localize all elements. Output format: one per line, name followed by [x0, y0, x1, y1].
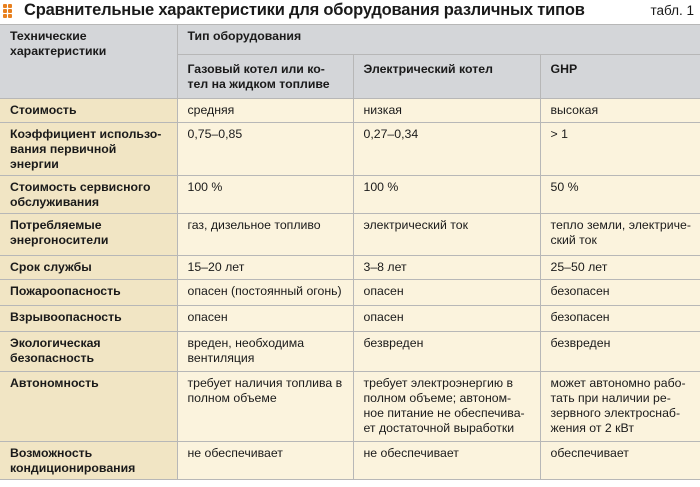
cell-electric: не обеспечивает: [353, 442, 540, 480]
cell-gas: опасен: [177, 306, 353, 332]
header-electric-boiler: Электрический котел: [353, 55, 540, 99]
bullet-dots-icon: [3, 4, 17, 18]
cell-ghp: 50 %: [540, 176, 700, 214]
row-label: Стоимость сервисного обслуживания: [0, 176, 177, 214]
header-gas-boiler: Газовый котел или ко-тел на жидком топливе: [177, 55, 353, 99]
table-caption: [0, 0, 700, 24]
cell-ghp: > 1: [540, 123, 700, 176]
cell-electric: 0,27–0,34: [353, 123, 540, 176]
header-equipment-type: Тип оборудования: [177, 25, 700, 55]
cell-gas: средняя: [177, 99, 353, 123]
cell-electric: безвреден: [353, 332, 540, 372]
cell-gas: 15–20 лет: [177, 256, 353, 280]
table-row: [0, 372, 700, 442]
table-row: [0, 306, 700, 332]
table-number: табл. 1: [650, 3, 694, 18]
cell-ghp: 25–50 лет: [540, 256, 700, 280]
table-title: Сравнительные характеристики для оборудования различных типов: [24, 1, 585, 19]
cell-ghp: обеспечивает: [540, 442, 700, 480]
row-label: Возможность кондиционирования: [0, 442, 177, 480]
cell-gas: опасен (постоянный огонь): [177, 280, 353, 306]
table-row: [0, 332, 700, 372]
cell-gas: вреден, необходима вентиляция: [177, 332, 353, 372]
row-label: Экологическая безопасность: [0, 332, 177, 372]
header-characteristics: Технические характеристики: [0, 25, 177, 99]
row-label: Потребляемые энергоносители: [0, 214, 177, 256]
cell-electric: опасен: [353, 280, 540, 306]
row-label: Автономность: [0, 372, 177, 442]
cell-electric: опасен: [353, 306, 540, 332]
cell-gas: газ, дизельное топливо: [177, 214, 353, 256]
cell-electric: электрический ток: [353, 214, 540, 256]
cell-electric: 100 %: [353, 176, 540, 214]
cell-gas: требует наличия топлива в полном объеме: [177, 372, 353, 442]
table-row: [0, 256, 700, 280]
table-row: [0, 176, 700, 214]
cell-ghp: безопасен: [540, 306, 700, 332]
table-row: [0, 442, 700, 480]
cell-ghp: тепло земли, электриче-ский ток: [540, 214, 700, 256]
row-label: Взрывоопасность: [0, 306, 177, 332]
cell-gas: 100 %: [177, 176, 353, 214]
row-label: Коэффициент использо-вания первичной энергии: [0, 123, 177, 176]
table-row: [0, 123, 700, 176]
table-row: [0, 214, 700, 256]
cell-ghp: может автономно рабо-тать при наличии ре-зервного электроснаб-жения от 2 кВт: [540, 372, 700, 442]
comparison-table: [0, 24, 700, 480]
table-row: [0, 280, 700, 306]
cell-ghp: безопасен: [540, 280, 700, 306]
cell-electric: 3–8 лет: [353, 256, 540, 280]
table-row: [0, 99, 700, 123]
cell-electric: требует электроэнергию в полном объеме; автоном-ное питание не обеспечива-ет достаточной выработки: [353, 372, 540, 442]
row-label: Срок службы: [0, 256, 177, 280]
cell-ghp: высокая: [540, 99, 700, 123]
cell-gas: не обеспечивает: [177, 442, 353, 480]
row-label: Стоимость: [0, 99, 177, 123]
row-label: Пожароопасность: [0, 280, 177, 306]
cell-electric: низкая: [353, 99, 540, 123]
cell-gas: 0,75–0,85: [177, 123, 353, 176]
cell-ghp: безвреден: [540, 332, 700, 372]
header-ghp: GHP: [540, 55, 700, 99]
